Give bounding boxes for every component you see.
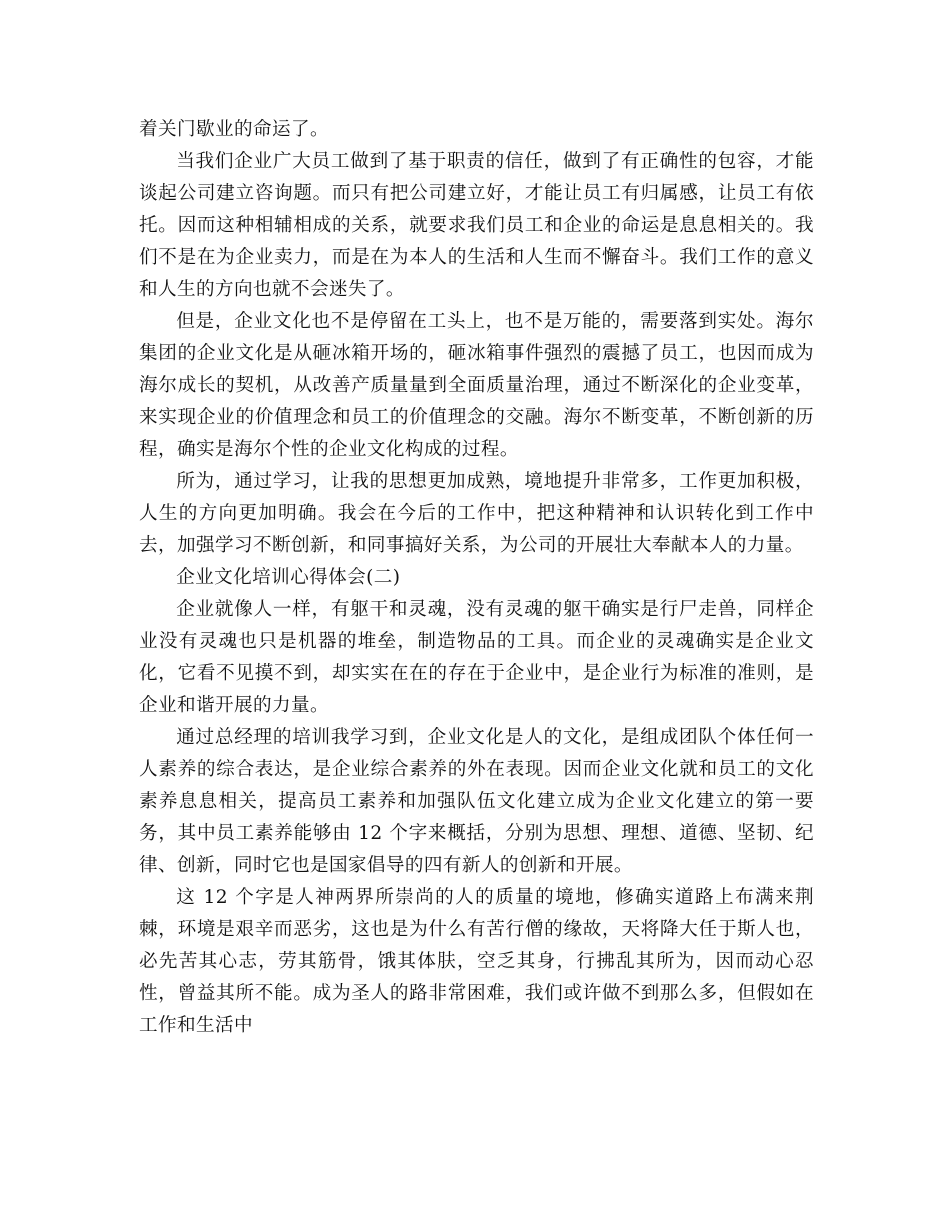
paragraph-7: 这 12 个字是人神两界所崇尚的人的质量的境地，修确实道路上布满来荆棘，环境是艰辛而恶劣，这也是为什么有苦行僧的缘故，天将降大任于斯人也，必先苦其心志，劳其筋骨，饿其体肤，空乏其身，行拂乱其所为，因而动心忍性，曾益其所不能。成为圣人的路非常困难，我们或许做不到那么多，但假如在工作和生活中 — [139, 887, 814, 1036]
paragraph-2: 当我们企业广大员工做到了基于职责的信任，做到了有正确性的包容，才能谈起公司建立咨询题。而只有把公司建立好，才能让员工有归属感，让员工有依托。因而这种相辅相成的关系，就要求我们员工和企业的命运是息息相关的。我们不是在为企业卖力，而是在为本人的生活和人生而不懈奋斗。我们工作的意义和人生的方向也就不会迷失了。 — [139, 151, 814, 300]
paragraph-5: 企业就像人一样，有躯干和灵魂，没有灵魂的躯干确实是行尸走兽，同样企业没有灵魂也只是机器的堆垒，制造物品的工具。而企业的灵魂确实是企业文化，它看不见摸不到，却实实在在的存在于企业中，是企业行为标准的准则，是企业和谐开展的力量。 — [139, 599, 814, 716]
paragraph-6: 通过总经理的培训我学习到，企业文化是人的文化，是组成团队个体任何一人素养的综合表达，是企业综合素养的外在表现。因而企业文化就和员工的文化素养息息相关，提高员工素养和加强队伍文化建立成为企业文化建立的第一要务，其中员工素养能够由 12 个字来概括，分别为思想、理想、道德、坚韧、纪律、创新，同时它也是国家倡导的四有新人的创新和开展。 — [139, 727, 814, 876]
section-heading: 企业文化培训心得体会(二) — [176, 567, 401, 588]
paragraph-3: 但是，企业文化也不是停留在工头上，也不是万能的，需要落到实处。海尔集团的企业文化是从砸冰箱开场的，砸冰箱事件强烈的震撼了员工，也因而成为海尔成长的契机，从改善产质量量到全面质量治理，通过不断深化的企业变革，来实现企业的价值理念和员工的价值理念的交融。海尔不断变革，不断创新的历程，确实是海尔个性的企业文化构成的过程。 — [139, 311, 814, 460]
document-body — [139, 114, 814, 1042]
paragraph-1: 着关门歇业的命运了。 — [139, 119, 329, 140]
paragraph-4: 所为，通过学习，让我的思想更加成熟，境地提升非常多，工作更加积极，人生的方向更加明确。我会在今后的工作中，把这种精神和认识转化到工作中去，加强学习不断创新，和同事搞好关系，为公司的开展壮大奉献本人的力量。 — [139, 471, 814, 556]
